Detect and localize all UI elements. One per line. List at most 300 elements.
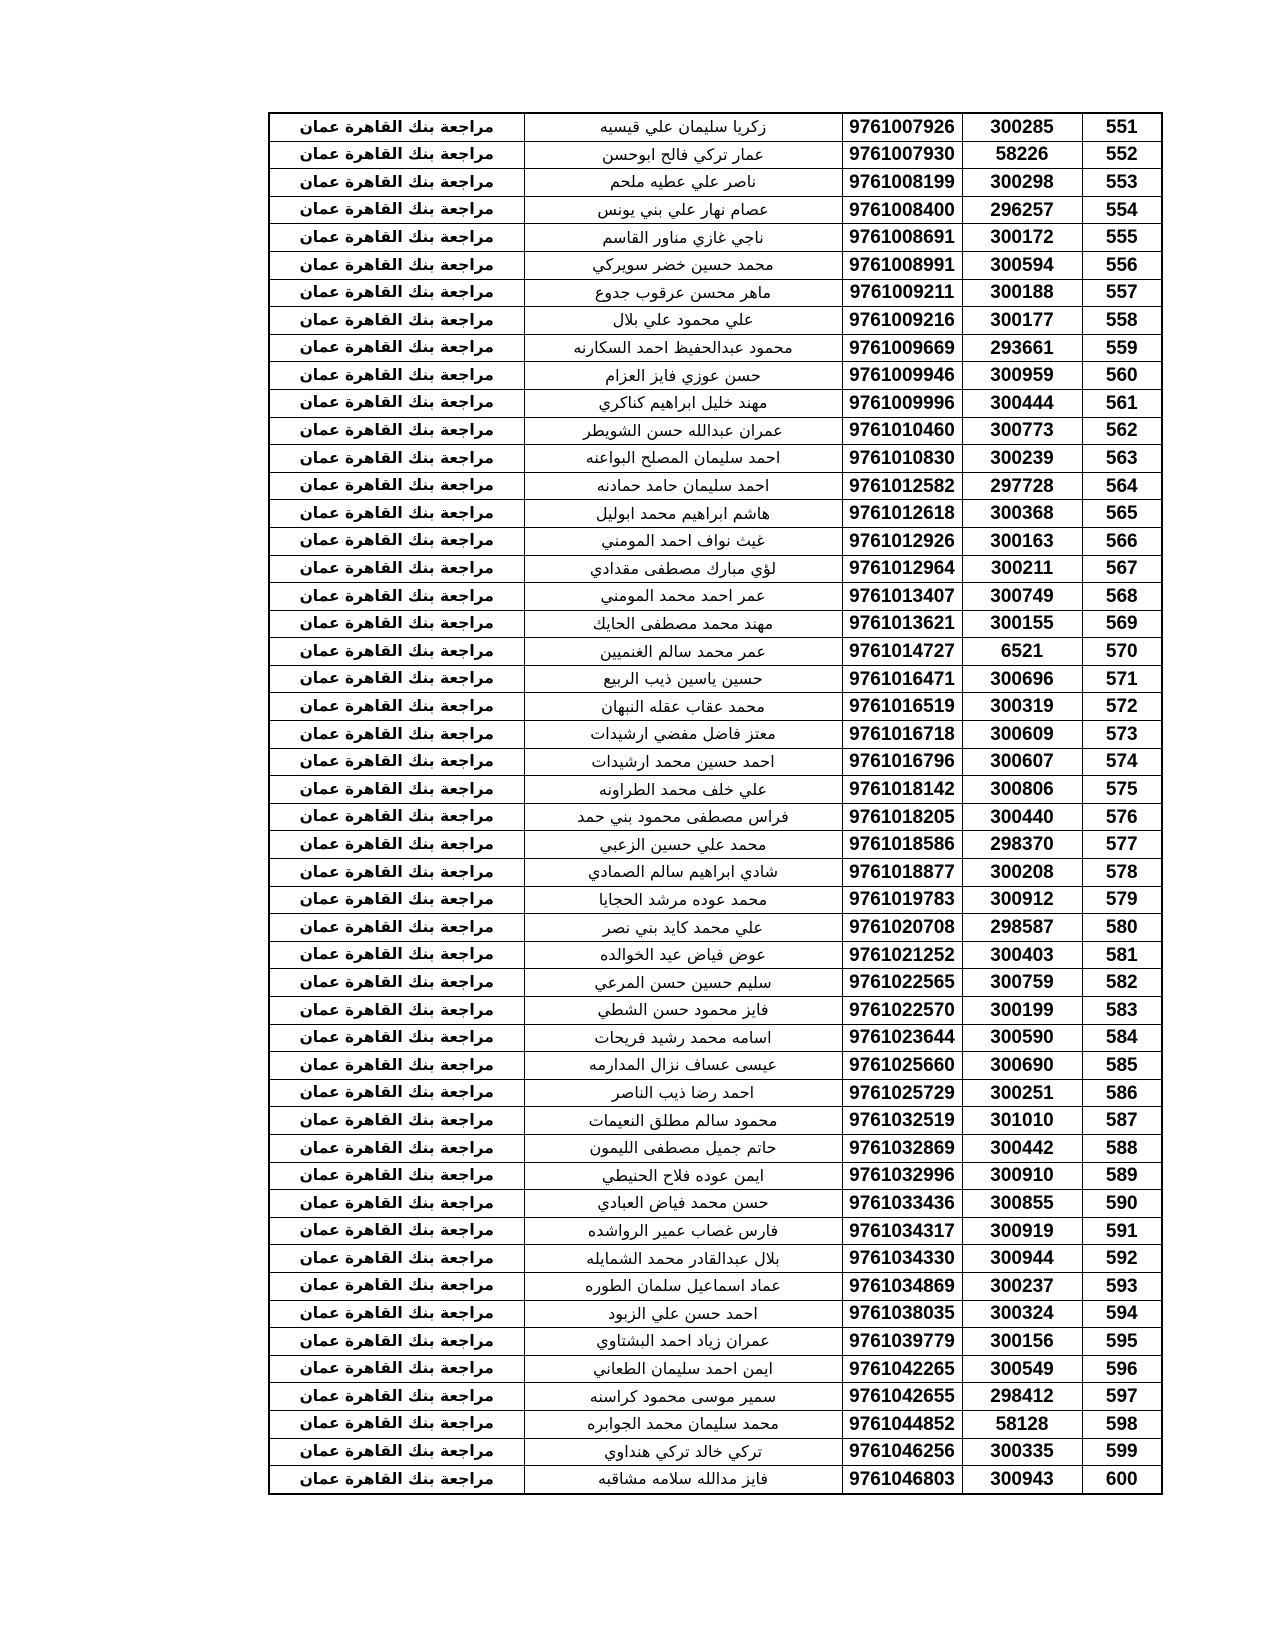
row-number-cell: 581 (1082, 941, 1162, 969)
note-cell: مراجعة بنك القاهرة عمان (269, 1272, 524, 1300)
table-row (269, 1410, 1162, 1438)
row-number-cell: 551 (1082, 113, 1162, 141)
note-cell: مراجعة بنك القاهرة عمان (269, 859, 524, 887)
row-number-cell: 559 (1082, 334, 1162, 362)
id-number-cell: 9761034317 (842, 1217, 962, 1245)
note-cell: مراجعة بنك القاهرة عمان (269, 941, 524, 969)
id-number-cell: 9761033436 (842, 1190, 962, 1218)
row-number-cell: 564 (1082, 472, 1162, 500)
code-cell: 300208 (962, 859, 1082, 887)
row-number-cell: 561 (1082, 389, 1162, 417)
code-cell: 300855 (962, 1190, 1082, 1218)
name-cell: عمران عبدالله حسن الشويطر (524, 417, 842, 445)
code-cell: 58226 (962, 141, 1082, 169)
row-number-cell: 571 (1082, 665, 1162, 693)
id-number-cell: 9761008991 (842, 251, 962, 279)
code-cell: 300690 (962, 1052, 1082, 1080)
id-number-cell: 9761013407 (842, 583, 962, 611)
name-cell: علي محمود علي بلال (524, 307, 842, 335)
code-cell: 300919 (962, 1217, 1082, 1245)
id-number-cell: 9761009946 (842, 362, 962, 390)
name-cell: اسامه محمد رشيد فريحات (524, 1024, 842, 1052)
name-cell: حاتم جميل مصطفى الليمون (524, 1134, 842, 1162)
code-cell: 300285 (962, 113, 1082, 141)
name-cell: علي محمد كايد بني نصر (524, 914, 842, 942)
note-cell: مراجعة بنك القاهرة عمان (269, 803, 524, 831)
table-row (269, 941, 1162, 969)
table-row (269, 803, 1162, 831)
code-cell: 300749 (962, 583, 1082, 611)
note-cell: مراجعة بنك القاهرة عمان (269, 224, 524, 252)
name-cell: زكريا سليمان علي قيسيه (524, 113, 842, 141)
row-number-cell: 580 (1082, 914, 1162, 942)
row-number-cell: 576 (1082, 803, 1162, 831)
row-number-cell: 562 (1082, 417, 1162, 445)
id-number-cell: 9761012618 (842, 500, 962, 528)
code-cell: 300943 (962, 1466, 1082, 1494)
id-number-cell: 9761034869 (842, 1272, 962, 1300)
table-row (269, 362, 1162, 390)
row-number-cell: 567 (1082, 555, 1162, 583)
name-cell: محمد حسين خضر سويركي (524, 251, 842, 279)
id-number-cell: 9761023644 (842, 1024, 962, 1052)
note-cell: مراجعة بنك القاهرة عمان (269, 776, 524, 804)
code-cell: 300944 (962, 1245, 1082, 1273)
code-cell: 300177 (962, 307, 1082, 335)
name-cell: عمر محمد سالم الغنميين (524, 638, 842, 666)
row-number-cell: 558 (1082, 307, 1162, 335)
table-row (269, 1217, 1162, 1245)
code-cell: 58128 (962, 1410, 1082, 1438)
id-number-cell: 9761012582 (842, 472, 962, 500)
note-cell: مراجعة بنك القاهرة عمان (269, 113, 524, 141)
code-cell: 300696 (962, 665, 1082, 693)
table-row (269, 721, 1162, 749)
note-cell: مراجعة بنك القاهرة عمان (269, 1107, 524, 1135)
code-cell: 300759 (962, 969, 1082, 997)
name-cell: محمد عوده مرشد الحجايا (524, 886, 842, 914)
name-cell: غيث نواف احمد المومني (524, 527, 842, 555)
row-number-cell: 577 (1082, 831, 1162, 859)
row-number-cell: 552 (1082, 141, 1162, 169)
table-row (269, 1190, 1162, 1218)
note-cell: مراجعة بنك القاهرة عمان (269, 527, 524, 555)
name-cell: عمر احمد محمد المومني (524, 583, 842, 611)
name-cell: مهند خليل ابراهيم كناكري (524, 389, 842, 417)
name-cell: عصام نهار علي بني يونس (524, 196, 842, 224)
table-row (269, 196, 1162, 224)
note-cell: مراجعة بنك القاهرة عمان (269, 1190, 524, 1218)
name-cell: محمود سالم مطلق النعيمات (524, 1107, 842, 1135)
name-cell: فايز محمود حسن الشطي (524, 997, 842, 1025)
id-number-cell: 9761022565 (842, 969, 962, 997)
note-cell: مراجعة بنك القاهرة عمان (269, 1052, 524, 1080)
table-row (269, 445, 1162, 473)
id-number-cell: 9761021252 (842, 941, 962, 969)
note-cell: مراجعة بنك القاهرة عمان (269, 1300, 524, 1328)
id-number-cell: 9761007926 (842, 113, 962, 141)
name-cell: فايز مدالله سلامه مشاقبه (524, 1466, 842, 1494)
table-row (269, 1134, 1162, 1162)
code-cell: 300335 (962, 1438, 1082, 1466)
row-number-cell: 590 (1082, 1190, 1162, 1218)
row-number-cell: 587 (1082, 1107, 1162, 1135)
table-row (269, 638, 1162, 666)
note-cell: مراجعة بنك القاهرة عمان (269, 1438, 524, 1466)
id-number-cell: 9761008691 (842, 224, 962, 252)
code-cell: 300609 (962, 721, 1082, 749)
name-cell: مهند محمد مصطفى الحايك (524, 610, 842, 638)
table-row (269, 914, 1162, 942)
note-cell: مراجعة بنك القاهرة عمان (269, 334, 524, 362)
id-number-cell: 9761039779 (842, 1328, 962, 1356)
id-number-cell: 9761032996 (842, 1162, 962, 1190)
row-number-cell: 597 (1082, 1383, 1162, 1411)
id-number-cell: 9761016796 (842, 748, 962, 776)
note-cell: مراجعة بنك القاهرة عمان (269, 969, 524, 997)
code-cell: 300910 (962, 1162, 1082, 1190)
name-cell: احمد سليمان حامد حمادنه (524, 472, 842, 500)
note-cell: مراجعة بنك القاهرة عمان (269, 831, 524, 859)
id-number-cell: 9761018877 (842, 859, 962, 887)
id-number-cell: 9761025729 (842, 1079, 962, 1107)
table-row (269, 693, 1162, 721)
row-number-cell: 589 (1082, 1162, 1162, 1190)
row-number-cell: 568 (1082, 583, 1162, 611)
note-cell: مراجعة بنك القاهرة عمان (269, 1328, 524, 1356)
note-cell: مراجعة بنك القاهرة عمان (269, 196, 524, 224)
code-cell: 300959 (962, 362, 1082, 390)
row-number-cell: 556 (1082, 251, 1162, 279)
note-cell: مراجعة بنك القاهرة عمان (269, 279, 524, 307)
table-row (269, 610, 1162, 638)
id-number-cell: 9761032869 (842, 1134, 962, 1162)
name-cell: حسن عوزي فايز العزام (524, 362, 842, 390)
code-cell: 300156 (962, 1328, 1082, 1356)
code-cell: 300368 (962, 500, 1082, 528)
row-number-cell: 554 (1082, 196, 1162, 224)
name-cell: احمد حسين محمد ارشيدات (524, 748, 842, 776)
row-number-cell: 574 (1082, 748, 1162, 776)
name-cell: محمد سليمان محمد الجوابره (524, 1410, 842, 1438)
id-number-cell: 9761009996 (842, 389, 962, 417)
code-cell: 300163 (962, 527, 1082, 555)
row-number-cell: 595 (1082, 1328, 1162, 1356)
id-number-cell: 9761007930 (842, 141, 962, 169)
table-row (269, 224, 1162, 252)
code-cell: 300549 (962, 1355, 1082, 1383)
note-cell: مراجعة بنك القاهرة عمان (269, 1024, 524, 1052)
row-number-cell: 570 (1082, 638, 1162, 666)
code-cell: 298587 (962, 914, 1082, 942)
name-cell: علي خلف محمد الطراونه (524, 776, 842, 804)
row-number-cell: 566 (1082, 527, 1162, 555)
row-number-cell: 596 (1082, 1355, 1162, 1383)
note-cell: مراجعة بنك القاهرة عمان (269, 914, 524, 942)
name-cell: محمود عبدالحفيظ احمد السكارنه (524, 334, 842, 362)
row-number-cell: 560 (1082, 362, 1162, 390)
table-row (269, 1328, 1162, 1356)
id-number-cell: 9761038035 (842, 1300, 962, 1328)
id-number-cell: 9761032519 (842, 1107, 962, 1135)
records-table (268, 112, 1163, 1495)
name-cell: احمد سليمان المصلح البواعنه (524, 445, 842, 473)
name-cell: ناجي غازي مناور القاسم (524, 224, 842, 252)
id-number-cell: 9761042265 (842, 1355, 962, 1383)
row-number-cell: 573 (1082, 721, 1162, 749)
name-cell: عمران زياد احمد البشتاوي (524, 1328, 842, 1356)
note-cell: مراجعة بنك القاهرة عمان (269, 307, 524, 335)
id-number-cell: 9761013621 (842, 610, 962, 638)
code-cell: 300590 (962, 1024, 1082, 1052)
note-cell: مراجعة بنك القاهرة عمان (269, 445, 524, 473)
table-row (269, 417, 1162, 445)
row-number-cell: 585 (1082, 1052, 1162, 1080)
row-number-cell: 555 (1082, 224, 1162, 252)
code-cell: 300155 (962, 610, 1082, 638)
note-cell: مراجعة بنك القاهرة عمان (269, 1466, 524, 1494)
row-number-cell: 557 (1082, 279, 1162, 307)
note-cell: مراجعة بنك القاهرة عمان (269, 638, 524, 666)
name-cell: هاشم ابراهيم محمد ابوليل (524, 500, 842, 528)
note-cell: مراجعة بنك القاهرة عمان (269, 583, 524, 611)
note-cell: مراجعة بنك القاهرة عمان (269, 1245, 524, 1273)
name-cell: عمار تركي فالح ابوحسن (524, 141, 842, 169)
table-row (269, 334, 1162, 362)
note-cell: مراجعة بنك القاهرة عمان (269, 1410, 524, 1438)
code-cell: 6521 (962, 638, 1082, 666)
table-row (269, 665, 1162, 693)
name-cell: عماد اسماعيل سلمان الطوره (524, 1272, 842, 1300)
id-number-cell: 9761009216 (842, 307, 962, 335)
table-row (269, 748, 1162, 776)
code-cell: 293661 (962, 334, 1082, 362)
id-number-cell: 9761016718 (842, 721, 962, 749)
note-cell: مراجعة بنك القاهرة عمان (269, 1134, 524, 1162)
name-cell: عيسى عساف نزال المدارمه (524, 1052, 842, 1080)
table-row (269, 1079, 1162, 1107)
code-cell: 300806 (962, 776, 1082, 804)
code-cell: 300239 (962, 445, 1082, 473)
note-cell: مراجعة بنك القاهرة عمان (269, 472, 524, 500)
row-number-cell: 575 (1082, 776, 1162, 804)
row-number-cell: 591 (1082, 1217, 1162, 1245)
name-cell: تركي خالد تركي هنداوي (524, 1438, 842, 1466)
name-cell: ماهر محسن عرقوب جدوع (524, 279, 842, 307)
note-cell: مراجعة بنك القاهرة عمان (269, 362, 524, 390)
code-cell: 300773 (962, 417, 1082, 445)
code-cell: 300251 (962, 1079, 1082, 1107)
id-number-cell: 9761034330 (842, 1245, 962, 1273)
name-cell: سليم حسين حسن المرعي (524, 969, 842, 997)
records-table-body (269, 113, 1162, 1494)
code-cell: 300199 (962, 997, 1082, 1025)
code-cell: 300237 (962, 1272, 1082, 1300)
table-row (269, 583, 1162, 611)
name-cell: معتز فاضل مفضي ارشيدات (524, 721, 842, 749)
table-row (269, 1272, 1162, 1300)
name-cell: ايمن عوده فلاح الحنيطي (524, 1162, 842, 1190)
code-cell: 300607 (962, 748, 1082, 776)
note-cell: مراجعة بنك القاهرة عمان (269, 610, 524, 638)
id-number-cell: 9761016471 (842, 665, 962, 693)
table-row (269, 472, 1162, 500)
table-row (269, 169, 1162, 197)
id-number-cell: 9761018586 (842, 831, 962, 859)
table-row (269, 141, 1162, 169)
table-row (269, 527, 1162, 555)
note-cell: مراجعة بنك القاهرة عمان (269, 1079, 524, 1107)
id-number-cell: 9761008199 (842, 169, 962, 197)
code-cell: 300403 (962, 941, 1082, 969)
note-cell: مراجعة بنك القاهرة عمان (269, 1162, 524, 1190)
id-number-cell: 9761010460 (842, 417, 962, 445)
row-number-cell: 593 (1082, 1272, 1162, 1300)
table-row (269, 859, 1162, 887)
table-row (269, 1024, 1162, 1052)
note-cell: مراجعة بنك القاهرة عمان (269, 169, 524, 197)
note-cell: مراجعة بنك القاهرة عمان (269, 141, 524, 169)
name-cell: احمد حسن علي الزبود (524, 1300, 842, 1328)
row-number-cell: 598 (1082, 1410, 1162, 1438)
code-cell: 300298 (962, 169, 1082, 197)
row-number-cell: 600 (1082, 1466, 1162, 1494)
table-row (269, 969, 1162, 997)
row-number-cell: 588 (1082, 1134, 1162, 1162)
code-cell: 296257 (962, 196, 1082, 224)
code-cell: 300912 (962, 886, 1082, 914)
id-number-cell: 9761046256 (842, 1438, 962, 1466)
code-cell: 300324 (962, 1300, 1082, 1328)
note-cell: مراجعة بنك القاهرة عمان (269, 1355, 524, 1383)
table-row (269, 1383, 1162, 1411)
table-row (269, 831, 1162, 859)
name-cell: سمير موسى محمود كراسنه (524, 1383, 842, 1411)
table-row (269, 1107, 1162, 1135)
name-cell: احمد رضا ذيب الناصر (524, 1079, 842, 1107)
id-number-cell: 9761025660 (842, 1052, 962, 1080)
id-number-cell: 9761016519 (842, 693, 962, 721)
name-cell: بلال عبدالقادر محمد الشمايله (524, 1245, 842, 1273)
note-cell: مراجعة بنك القاهرة عمان (269, 721, 524, 749)
row-number-cell: 599 (1082, 1438, 1162, 1466)
row-number-cell: 553 (1082, 169, 1162, 197)
note-cell: مراجعة بنك القاهرة عمان (269, 748, 524, 776)
code-cell: 300319 (962, 693, 1082, 721)
code-cell: 300444 (962, 389, 1082, 417)
table-row (269, 1300, 1162, 1328)
row-number-cell: 565 (1082, 500, 1162, 528)
table-row (269, 279, 1162, 307)
row-number-cell: 583 (1082, 997, 1162, 1025)
name-cell: عوض فياض عيد الخوالده (524, 941, 842, 969)
row-number-cell: 582 (1082, 969, 1162, 997)
code-cell: 300172 (962, 224, 1082, 252)
name-cell: لؤي مبارك مصطفى مقدادي (524, 555, 842, 583)
note-cell: مراجعة بنك القاهرة عمان (269, 665, 524, 693)
name-cell: محمد علي حسين الزعبي (524, 831, 842, 859)
code-cell: 298412 (962, 1383, 1082, 1411)
id-number-cell: 9761010830 (842, 445, 962, 473)
row-number-cell: 594 (1082, 1300, 1162, 1328)
table-row (269, 776, 1162, 804)
note-cell: مراجعة بنك القاهرة عمان (269, 693, 524, 721)
id-number-cell: 9761022570 (842, 997, 962, 1025)
note-cell: مراجعة بنك القاهرة عمان (269, 251, 524, 279)
row-number-cell: 563 (1082, 445, 1162, 473)
name-cell: فراس مصطفى محمود بني حمد (524, 803, 842, 831)
row-number-cell: 579 (1082, 886, 1162, 914)
note-cell: مراجعة بنك القاهرة عمان (269, 417, 524, 445)
code-cell: 301010 (962, 1107, 1082, 1135)
table-row (269, 389, 1162, 417)
note-cell: مراجعة بنك القاهرة عمان (269, 1383, 524, 1411)
code-cell: 298370 (962, 831, 1082, 859)
row-number-cell: 584 (1082, 1024, 1162, 1052)
name-cell: محمد عقاب عقله النبهان (524, 693, 842, 721)
code-cell: 300211 (962, 555, 1082, 583)
note-cell: مراجعة بنك القاهرة عمان (269, 389, 524, 417)
name-cell: ناصر علي عطيه ملحم (524, 169, 842, 197)
code-cell: 300440 (962, 803, 1082, 831)
code-cell: 300442 (962, 1134, 1082, 1162)
row-number-cell: 592 (1082, 1245, 1162, 1273)
table-row (269, 113, 1162, 141)
note-cell: مراجعة بنك القاهرة عمان (269, 1217, 524, 1245)
note-cell: مراجعة بنك القاهرة عمان (269, 886, 524, 914)
table-row (269, 886, 1162, 914)
table-row (269, 1162, 1162, 1190)
id-number-cell: 9761012964 (842, 555, 962, 583)
table-row (269, 307, 1162, 335)
table-row (269, 1438, 1162, 1466)
table-row (269, 251, 1162, 279)
row-number-cell: 569 (1082, 610, 1162, 638)
name-cell: فارس غصاب عمير الرواشده (524, 1217, 842, 1245)
table-row (269, 997, 1162, 1025)
id-number-cell: 9761044852 (842, 1410, 962, 1438)
row-number-cell: 586 (1082, 1079, 1162, 1107)
id-number-cell: 9761019783 (842, 886, 962, 914)
note-cell: مراجعة بنك القاهرة عمان (269, 500, 524, 528)
row-number-cell: 578 (1082, 859, 1162, 887)
note-cell: مراجعة بنك القاهرة عمان (269, 555, 524, 583)
code-cell: 300594 (962, 251, 1082, 279)
table-row (269, 1355, 1162, 1383)
table-row (269, 1245, 1162, 1273)
id-number-cell: 9761018142 (842, 776, 962, 804)
id-number-cell: 9761014727 (842, 638, 962, 666)
code-cell: 300188 (962, 279, 1082, 307)
name-cell: شادي ابراهيم سالم الصمادي (524, 859, 842, 887)
id-number-cell: 9761009669 (842, 334, 962, 362)
note-cell: مراجعة بنك القاهرة عمان (269, 997, 524, 1025)
id-number-cell: 9761046803 (842, 1466, 962, 1494)
row-number-cell: 572 (1082, 693, 1162, 721)
id-number-cell: 9761018205 (842, 803, 962, 831)
name-cell: حسين ياسين ذيب الربيع (524, 665, 842, 693)
table-row (269, 555, 1162, 583)
name-cell: ايمن احمد سليمان الطعاني (524, 1355, 842, 1383)
id-number-cell: 9761042655 (842, 1383, 962, 1411)
table-row (269, 1052, 1162, 1080)
id-number-cell: 9761020708 (842, 914, 962, 942)
code-cell: 297728 (962, 472, 1082, 500)
id-number-cell: 9761008400 (842, 196, 962, 224)
table-row (269, 1466, 1162, 1494)
id-number-cell: 9761009211 (842, 279, 962, 307)
name-cell: حسن محمد فياض العبادي (524, 1190, 842, 1218)
